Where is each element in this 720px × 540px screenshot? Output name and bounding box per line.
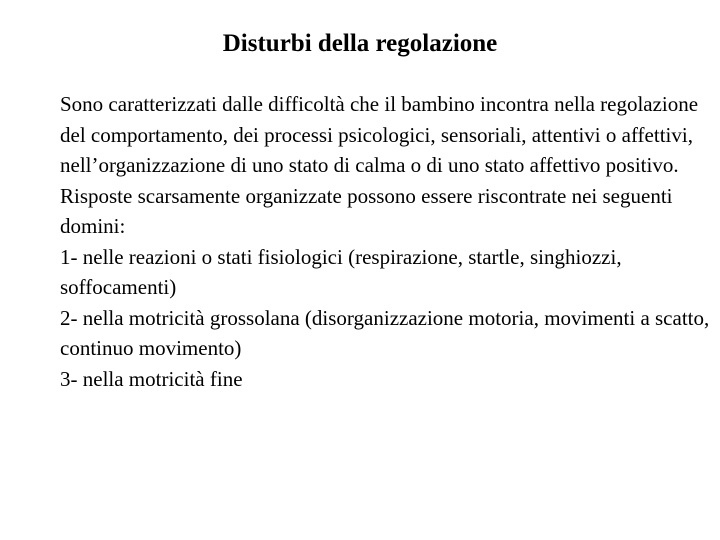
intro-paragraph: Sono caratterizzati dalle difficoltà che il bambino incontra nella regolazione del comportamento, dei processi psicologici, sensoriali, attentivi o affettivi, nell’organizzazione di uno stato di calma o di uno stato affettivo positivo. Risposte scarsamente organizzate possono essere riscontrate nei seguenti domini: (60, 92, 699, 238)
slide-body (60, 89, 710, 394)
list-item-3: 3- nella motricità fine (60, 366, 243, 391)
list-item-1: 1- nelle reazioni o stati fisiologici (respirazione, startle, singhiozzi, soffocamenti) (60, 244, 622, 299)
slide-title: Disturbi della regolazione (222, 30, 498, 57)
list-item-2: 2- nella motricità grossolana (disorganizzazione motoria, movimenti a scatto, continuo movimento) (60, 305, 710, 360)
